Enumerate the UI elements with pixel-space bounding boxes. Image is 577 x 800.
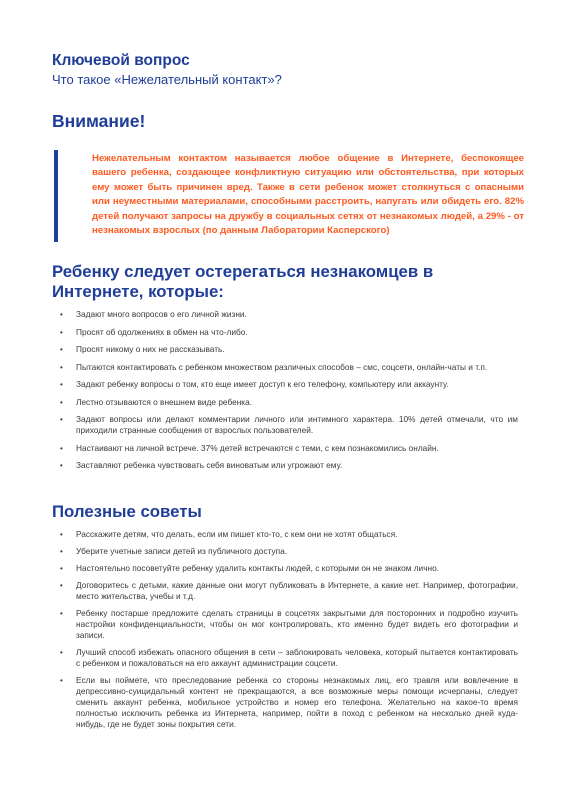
list-item-text: Договоритесь с детьми, какие данные они могут публиковать в Интернете, а какие нет. Например, фотографии, место жительства, учебы и т.д. (76, 580, 518, 601)
list-item-text: Ребенку постарше предложите сделать страницы в соцсетях закрытыми для посторонних и подробно изучить настройки конфиденциальности, чтобы он мог контролировать, кто именно будет видеть его фотографии и записи. (76, 608, 518, 640)
bullet-icon: • (60, 530, 63, 539)
list-item-text: Заставляют ребенка чувствовать себя виноватым или угрожают ему. (76, 460, 343, 470)
list-item (60, 460, 518, 471)
list-item-text: Настоятельно посоветуйте ребенку удалить контакты людей, с которыми он не знаком лично. (76, 563, 440, 573)
tips-heading: Полезные советы (52, 502, 202, 521)
list-item-text: Если вы поймете, что преследование ребенка со стороны незнакомых лиц, его травля или вовлечение в депрессивно-суицидальный контент не прекращаются, а все возможные меры помощи исчерпаны, следует сменить аккаунт ребенка, мобильное устройство и номер его телефона. Желательно на какое-то время полностью исключить ребенка из Интернета, например, пойти в поход с ребенком на несколько дней куда-нибудь, где не будет зоны покрытия сети. (76, 675, 518, 729)
list-item (60, 362, 518, 373)
strangers-list (60, 309, 518, 478)
bullet-icon: • (60, 362, 63, 372)
list-item-text: Пытаются контактировать с ребенком множеством различных способов – смс, соцсети, онлайн-чаты и т.п. (76, 361, 488, 372)
list-item-text: Лучший способ избежать опасного общения в сети – заблокировать человека, который пытается контактировать с ребенком и пожаловаться на его аккаунт администрации соцсети. (76, 647, 518, 668)
bullet-icon: • (60, 380, 63, 389)
bullet-icon: • (60, 327, 63, 337)
list-item-text: Задают вопросы или делают комментарии личного или интимного характера. 10% детей отмечали, что им приходили странные сообщения от взрослых пользователей. (76, 414, 518, 435)
bullet-icon: • (60, 676, 63, 685)
bullet-icon: • (60, 345, 63, 354)
list-item-text: Задают ребенку вопросы о том, кто еще имеет доступ к его телефону, компьютеру или аккаунту. (76, 379, 449, 389)
list-item (60, 309, 518, 320)
attention-text: Нежелательным контактом называется любое общение в Интернете, беспокоящее вашего ребенка, создающее конфликтную ситуацию или обстоятельства, при которых ему может быть причинен вред. Также в сети ребенок может столкнуться с опасными или неуместными материалами, способными расстроить, напугать или обидеть его. 82% детей получают запросы на дружбу в социальных сетях от незнакомых людей, а 29% - от незнакомых взрослых (по данным Лаборатории Касперского) (92, 153, 524, 237)
bullet-icon: • (60, 461, 63, 470)
key-question-subtitle: Что такое «Нежелательный контакт»? (52, 72, 282, 87)
bullet-icon: • (60, 310, 63, 319)
tips-list (60, 529, 518, 736)
bullet-icon: • (60, 564, 63, 573)
strangers-heading: Ребенку следует остерегаться незнакомцев в Интернете, которые: (52, 262, 434, 301)
attention-heading: Внимание! (52, 111, 146, 131)
list-item (60, 563, 518, 574)
list-item (60, 414, 518, 436)
list-item-text: Задают много вопросов о его личной жизни. (76, 309, 247, 319)
bullet-icon: • (60, 443, 63, 453)
bullet-icon: • (60, 648, 63, 657)
list-item (60, 608, 518, 641)
list-item (60, 397, 518, 408)
bullet-icon: • (60, 415, 63, 424)
list-item (60, 327, 518, 338)
list-item (60, 580, 518, 602)
list-item-text: Лестно отзываются о внешнем виде ребенка. (76, 396, 253, 407)
list-item-text: Просят никому о них не рассказывать. (76, 344, 225, 354)
quote-accent-bar (54, 150, 58, 242)
bullet-icon: • (60, 609, 63, 618)
list-item (60, 675, 518, 730)
list-item (60, 443, 518, 454)
bullet-icon: • (60, 581, 63, 590)
bullet-icon: • (60, 547, 63, 556)
list-item (60, 529, 518, 540)
list-item (60, 546, 518, 557)
list-item (60, 647, 518, 669)
list-item-text: Расскажите детям, что делать, если им пишет кто-то, с кем они не хотят общаться. (76, 529, 398, 539)
list-item (60, 379, 518, 390)
list-item-text: Уберите учетные записи детей из публичного доступа. (76, 546, 288, 556)
list-item (60, 344, 518, 355)
list-item-text: Просят об одолжениях в обмен на что-либо. (76, 326, 248, 337)
key-question-title: Ключевой вопрос (52, 52, 190, 69)
bullet-icon: • (60, 397, 63, 407)
list-item-text: Настаивают на личной встрече. 37% детей встречаются с теми, с кем познакомились онлайн. (76, 442, 439, 453)
